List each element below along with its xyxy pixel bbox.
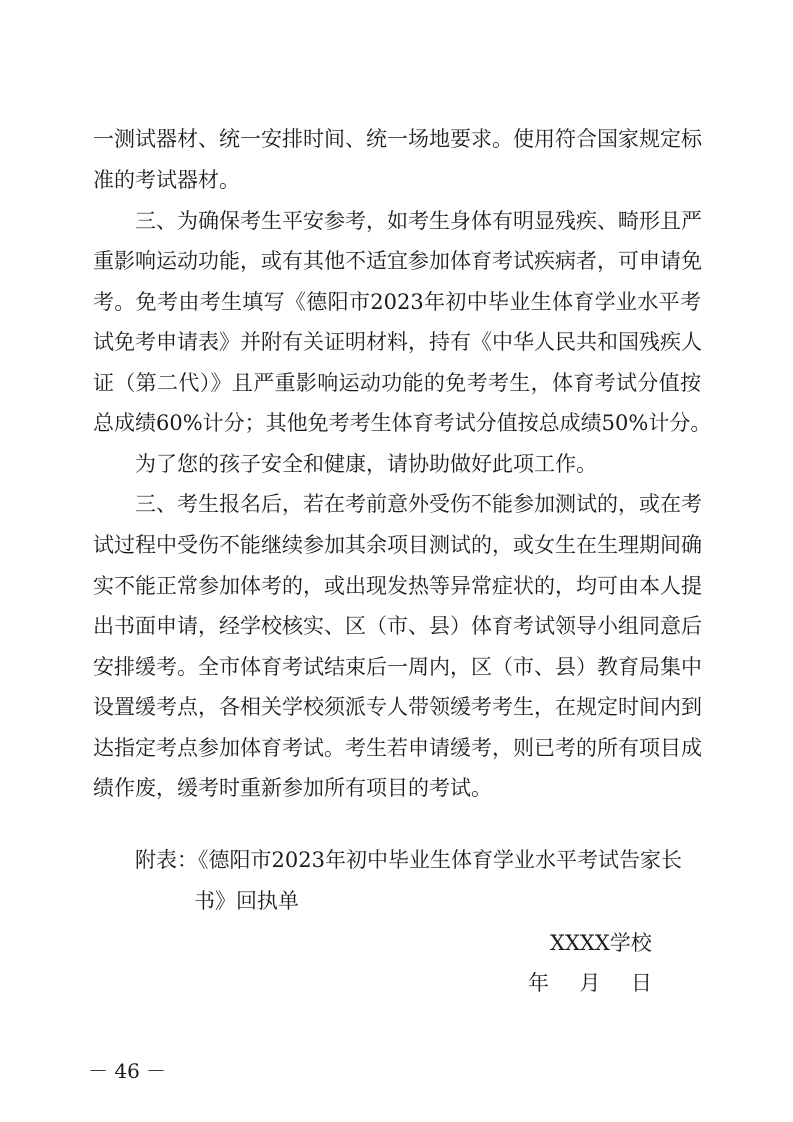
body-line-3: 三、为确保考生平安参考，如考生身体有明显残疾、畸形且严	[135, 209, 702, 233]
body-line-8: 总成绩60%计分；其他免考考生体育考试分值按总成绩50%计分。	[93, 411, 712, 435]
body-line-6: 试免考申请表》并附有关证明材料，持有《中华人民共和国残疾人	[93, 330, 702, 354]
body-line-12: 实不能正常参加体考的，或出现发热等异常症状的，均可由本人提	[93, 574, 702, 598]
body-line-1: 一测试器材、统一安排时间、统一场地要求。使用符合国家规定标	[93, 127, 702, 151]
body-line-5: 考。免考由考生填写《德阳市2023年初中毕业生体育学业水平考	[93, 290, 701, 314]
body-line-2: 准的考试器材。	[93, 168, 240, 192]
body-line-15: 设置缓考点，各相关学校须派专人带领缓考考生，在规定时间内到	[93, 695, 702, 719]
body-line-14: 安排缓考。全市体育考试结束后一周内，区（市、县）教育局集中	[93, 655, 702, 679]
body-line-4: 重影响运动功能，或有其他不适宜参加体育考试疾病者，可申请免	[93, 249, 702, 273]
body-line-13: 出书面申请，经学校核实、区（市、县）体育考试领导小组同意后	[93, 614, 702, 638]
body-line-11: 试过程中受伤不能继续参加其余项目测试的，或女生在生理期间确	[93, 533, 702, 557]
body-line-16: 达指定考点参加体育考试。考生若申请缓考，则已考的所有项目成	[93, 736, 702, 760]
school-name: XXXX学校	[550, 931, 652, 955]
attachment-title-continued: 书》回执单	[194, 889, 299, 913]
body-line-7: 证（第二代）》且严重影响运动功能的免考考生，体育考试分值按	[93, 371, 701, 395]
signature-date: 年 月 日	[528, 971, 652, 995]
page-number: － 46 －	[88, 1059, 167, 1083]
body-line-17: 绩作废，缓考时重新参加所有项目的考试。	[93, 776, 492, 800]
attachment-title: 附表：《德阳市2023年初中毕业生体育学业水平考试告家长	[135, 848, 682, 872]
body-line-9: 为了您的孩子安全和健康，请协助做好此项工作。	[135, 452, 597, 476]
body-line-10: 三、考生报名后，若在考前意外受伤不能参加测试的，或在考	[135, 492, 702, 516]
